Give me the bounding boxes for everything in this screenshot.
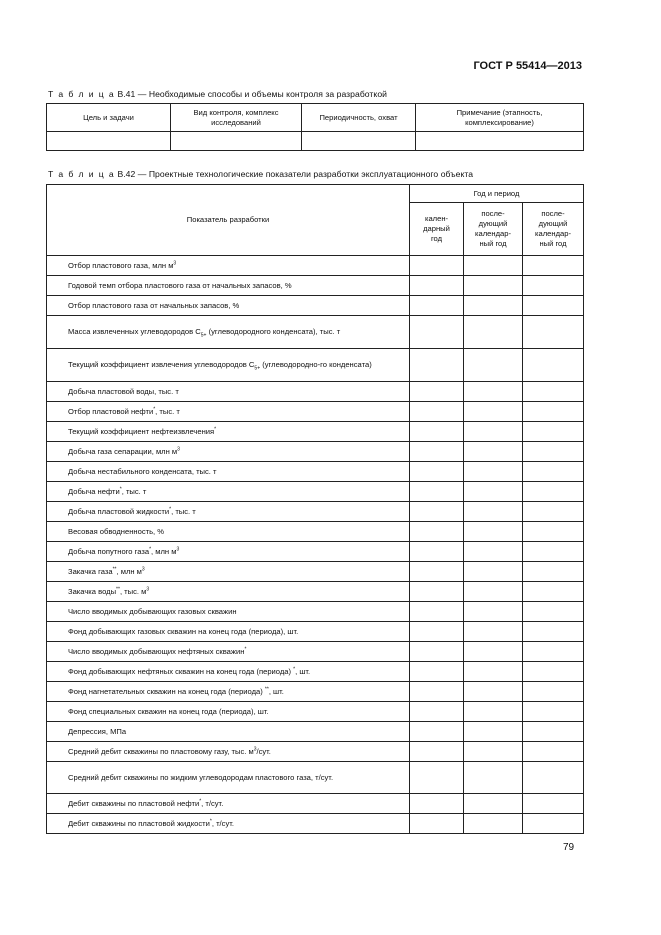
- sub-col-header: кален-дарный год: [410, 203, 464, 256]
- table-row: [47, 682, 584, 702]
- indicator-sup: 3: [177, 445, 180, 452]
- indicator-text: Добыча нестабильного конденсата, тыс. т: [68, 466, 217, 476]
- indicator-text: Текущий коэффициент нефтеизвлечения: [68, 426, 215, 436]
- indicator-tail: , тыс. т: [121, 486, 147, 496]
- indicator-cell: [47, 256, 410, 276]
- value-cell: [410, 256, 464, 276]
- value-cell: [464, 422, 523, 442]
- value-cell: [464, 256, 523, 276]
- value-cell: [410, 296, 464, 316]
- indicator-text: Депрессия, МПа: [68, 726, 127, 736]
- table-row: [47, 502, 584, 522]
- table-b41: [46, 103, 584, 151]
- value-cell: [523, 256, 584, 276]
- value-cell: [523, 296, 584, 316]
- value-cell: [523, 682, 584, 702]
- indicator-text: Весовая обводненность, %: [68, 526, 165, 536]
- table-row: [47, 442, 584, 462]
- indicator-cell: [47, 722, 410, 742]
- indicator-cell: [47, 422, 410, 442]
- value-cell: [464, 442, 523, 462]
- indicator-cell: [47, 276, 410, 296]
- table-b42-caption: [48, 169, 473, 179]
- value-cell: [410, 502, 464, 522]
- indicator-text: Число вводимых добывающих нефтяных скважин: [68, 646, 245, 656]
- value-cell: [464, 276, 523, 296]
- value-cell: [523, 522, 584, 542]
- indicator-text: Текущий коэффициент извлечения углеводородов C: [68, 360, 255, 369]
- indicator-cell: [47, 296, 410, 316]
- col-header-indicator: Показатель разработки: [47, 185, 410, 256]
- table-header-row: [47, 104, 584, 132]
- indicator-text: Средний дебит скважины по жидким углеводородам пластового газа, т/сут.: [68, 772, 334, 782]
- value-cell: [523, 482, 584, 502]
- value-cell: [464, 582, 523, 602]
- table-row: [47, 722, 584, 742]
- table-row: [47, 702, 584, 722]
- value-cell: [410, 742, 464, 762]
- value-cell: [410, 814, 464, 834]
- table-row: [47, 602, 584, 622]
- table-cell: [302, 132, 416, 151]
- value-cell: [464, 296, 523, 316]
- table-row: [47, 132, 584, 151]
- indicator-text: Отбор пластового газа от начальных запасов, %: [68, 300, 240, 310]
- indicator-text: Отбор пластового газа, млн м: [68, 260, 174, 270]
- col-header: Примечание (этапность, комплексирование): [416, 104, 584, 132]
- value-cell: [464, 762, 523, 794]
- col-header: Периодичность, охват: [302, 104, 416, 132]
- value-cell: [410, 276, 464, 296]
- indicator-text: Дебит скважины по пластовой жидкости: [68, 818, 210, 828]
- table-b42: [46, 184, 584, 834]
- indicator-text: Фонд добывающих газовых скважин на конец года (периода), шт.: [68, 626, 299, 636]
- indicator-text: Годовой темп отбора пластового газа от начальных запасов, %: [68, 280, 292, 290]
- sub-col-header: после-дующий календар-ный год: [523, 203, 584, 256]
- indicator-sup: *: [119, 485, 122, 492]
- table-b41-caption: [48, 89, 387, 99]
- indicator-cell: [47, 742, 410, 762]
- value-cell: [464, 742, 523, 762]
- value-cell: [464, 814, 523, 834]
- indicator-sub: 5+: [200, 332, 207, 339]
- value-cell: [523, 794, 584, 814]
- indicator-sup: *: [153, 405, 156, 412]
- value-cell: [523, 702, 584, 722]
- value-cell: [523, 349, 584, 382]
- value-cell: [523, 316, 584, 349]
- indicator-tail: (углеводородно-го конденсата): [260, 360, 372, 369]
- indicator-cell: [47, 602, 410, 622]
- value-cell: [410, 382, 464, 402]
- indicator-cell: [47, 442, 410, 462]
- indicator-sup2: 3: [146, 585, 150, 592]
- value-cell: [523, 542, 584, 562]
- value-cell: [523, 642, 584, 662]
- value-cell: [410, 794, 464, 814]
- value-cell: [410, 482, 464, 502]
- indicator-tail: , тыс. т: [155, 406, 180, 416]
- sub-col-header: после-дующий календар-ный год: [464, 203, 523, 256]
- table-row: [47, 762, 584, 794]
- table-cell: [171, 132, 302, 151]
- indicator-sup2: 3: [141, 565, 145, 572]
- value-cell: [464, 702, 523, 722]
- value-cell: [523, 502, 584, 522]
- indicator-cell: [47, 794, 410, 814]
- indicator-cell: [47, 622, 410, 642]
- indicator-tail: , млн м: [116, 566, 142, 576]
- indicator-tail: , млн м: [151, 546, 177, 556]
- value-cell: [410, 762, 464, 794]
- table-row: [47, 662, 584, 682]
- page-number: 79: [563, 842, 575, 853]
- indicator-sup: *: [214, 425, 217, 432]
- value-cell: [464, 602, 523, 622]
- indicator-sup: 3: [253, 745, 257, 752]
- value-cell: [464, 402, 523, 422]
- value-cell: [410, 422, 464, 442]
- value-cell: [523, 382, 584, 402]
- indicator-text: Фонд специальных скважин на конец года (периода), шт.: [68, 706, 269, 716]
- indicator-text: Средний дебит скважины по пластовому газу, тыс. м: [68, 746, 254, 756]
- value-cell: [523, 762, 584, 794]
- indicator-sup: *: [209, 817, 212, 824]
- value-cell: [464, 642, 523, 662]
- indicator-cell: [47, 462, 410, 482]
- table-row: [47, 296, 584, 316]
- indicator-tail: , т/сут.: [201, 798, 224, 808]
- table-row: [47, 482, 584, 502]
- indicator-sup: *: [244, 645, 247, 652]
- indicator-text: Добыча пластовой жидкости: [68, 506, 170, 516]
- value-cell: [523, 602, 584, 622]
- indicator-cell: [47, 542, 410, 562]
- indicator-tail: (углеводородного конденсата), тыс. т: [206, 327, 341, 336]
- indicator-sup: 3: [173, 259, 177, 266]
- indicator-text: Фонд нагнетательных скважин на конец года (периода): [68, 686, 265, 696]
- value-cell: [410, 622, 464, 642]
- indicator-sub: 5+: [254, 365, 261, 372]
- indicator-cell: [47, 502, 410, 522]
- value-cell: [410, 462, 464, 482]
- caption-text: В.41 — Необходимые способы и объемы контроля за разработкой: [115, 89, 388, 99]
- value-cell: [523, 562, 584, 582]
- indicator-text: Фонд добывающих нефтяных скважин на конец года (периода): [68, 666, 294, 676]
- indicator-text: Добыча пластовой воды, тыс. т: [68, 386, 179, 396]
- table-row: [47, 582, 584, 602]
- value-cell: [523, 622, 584, 642]
- table-row: [47, 522, 584, 542]
- indicator-cell: [47, 762, 410, 794]
- value-cell: [410, 316, 464, 349]
- value-cell: [523, 722, 584, 742]
- indicator-cell: [47, 562, 410, 582]
- col-header: Вид контроля, комплекс исследований: [171, 104, 302, 132]
- indicator-cell: [47, 814, 410, 834]
- table-row: [47, 542, 584, 562]
- indicator-text: Закачка воды: [68, 586, 117, 596]
- col-header: Цель и задачи: [47, 104, 171, 132]
- indicator-text: Дебит скважины по пластовой нефти: [68, 798, 200, 808]
- indicator-cell: [47, 662, 410, 682]
- table-row: [47, 276, 584, 296]
- value-cell: [464, 502, 523, 522]
- value-cell: [410, 602, 464, 622]
- value-cell: [410, 522, 464, 542]
- table-row: [47, 642, 584, 662]
- indicator-tail: , тыс. т: [171, 506, 196, 516]
- indicator-tail: , шт.: [295, 666, 311, 676]
- table-row: [47, 256, 584, 276]
- value-cell: [523, 462, 584, 482]
- value-cell: [464, 522, 523, 542]
- value-cell: [410, 662, 464, 682]
- indicator-cell: [47, 382, 410, 402]
- indicator-text: Добыча попутного газа: [68, 546, 150, 556]
- value-cell: [523, 742, 584, 762]
- indicator-text: Добыча газа сепарации, млн м: [68, 446, 178, 456]
- value-cell: [410, 562, 464, 582]
- value-cell: [464, 349, 523, 382]
- value-cell: [410, 702, 464, 722]
- table-row: [47, 382, 584, 402]
- caption-text: В.42 — Проектные технологические показатели разработки эксплуатационного объекта: [115, 169, 474, 179]
- indicator-cell: [47, 522, 410, 542]
- indicator-tail: , шт.: [268, 686, 284, 696]
- indicator-cell: [47, 482, 410, 502]
- value-cell: [410, 642, 464, 662]
- value-cell: [410, 542, 464, 562]
- table-cell: [47, 132, 171, 151]
- indicator-tail: /сут.: [256, 746, 271, 756]
- value-cell: [464, 316, 523, 349]
- value-cell: [523, 582, 584, 602]
- indicator-sup: **: [264, 685, 269, 692]
- value-cell: [410, 722, 464, 742]
- value-cell: [410, 582, 464, 602]
- value-cell: [464, 562, 523, 582]
- table-header-row: [47, 185, 584, 203]
- table-row: [47, 316, 584, 349]
- indicator-cell: [47, 316, 410, 349]
- value-cell: [464, 462, 523, 482]
- table-row: [47, 814, 584, 834]
- indicator-tail: , т/сут.: [211, 818, 234, 828]
- value-cell: [464, 482, 523, 502]
- value-cell: [464, 382, 523, 402]
- indicator-text: Отбор пластовой нефти: [68, 406, 154, 416]
- value-cell: [523, 402, 584, 422]
- value-cell: [410, 402, 464, 422]
- caption-prefix: Т а б л и ц а: [48, 169, 115, 179]
- indicator-sup: *: [199, 797, 202, 804]
- indicator-text: Масса извлеченных углеводородов C: [68, 327, 201, 336]
- caption-prefix: Т а б л и ц а: [48, 89, 115, 99]
- indicator-text: Число вводимых добывающих газовых скважин: [68, 606, 237, 616]
- indicator-sup: **: [116, 585, 120, 592]
- indicator-cell: [47, 402, 410, 422]
- value-cell: [464, 682, 523, 702]
- indicator-sup: *: [149, 545, 152, 552]
- indicator-text: Добыча нефти: [68, 486, 120, 496]
- value-cell: [523, 276, 584, 296]
- table-row: [47, 622, 584, 642]
- value-cell: [410, 349, 464, 382]
- value-cell: [464, 722, 523, 742]
- value-cell: [464, 794, 523, 814]
- indicator-cell: [47, 682, 410, 702]
- value-cell: [410, 442, 464, 462]
- table-row: [47, 349, 584, 382]
- value-cell: [523, 662, 584, 682]
- value-cell: [523, 442, 584, 462]
- value-cell: [464, 542, 523, 562]
- table-row: [47, 562, 584, 582]
- indicator-cell: [47, 349, 410, 382]
- indicator-text: Закачка газа: [68, 566, 113, 576]
- indicator-cell: [47, 582, 410, 602]
- table-row: [47, 422, 584, 442]
- indicator-sup2: 3: [176, 545, 180, 552]
- document-code: ГОСТ Р 55414—2013: [473, 60, 582, 72]
- table-row: [47, 742, 584, 762]
- table-row: [47, 402, 584, 422]
- indicator-cell: [47, 702, 410, 722]
- indicator-tail: , тыс. м: [119, 586, 147, 596]
- table-cell: [416, 132, 584, 151]
- value-cell: [410, 682, 464, 702]
- value-cell: [523, 422, 584, 442]
- indicator-sup: *: [169, 505, 172, 512]
- value-cell: [464, 622, 523, 642]
- indicator-sup: *: [293, 665, 296, 672]
- indicator-cell: [47, 642, 410, 662]
- value-cell: [523, 814, 584, 834]
- table-row: [47, 794, 584, 814]
- indicator-sup: **: [112, 565, 117, 572]
- value-cell: [464, 662, 523, 682]
- col-header-group: Год и период: [410, 185, 584, 203]
- table-row: [47, 462, 584, 482]
